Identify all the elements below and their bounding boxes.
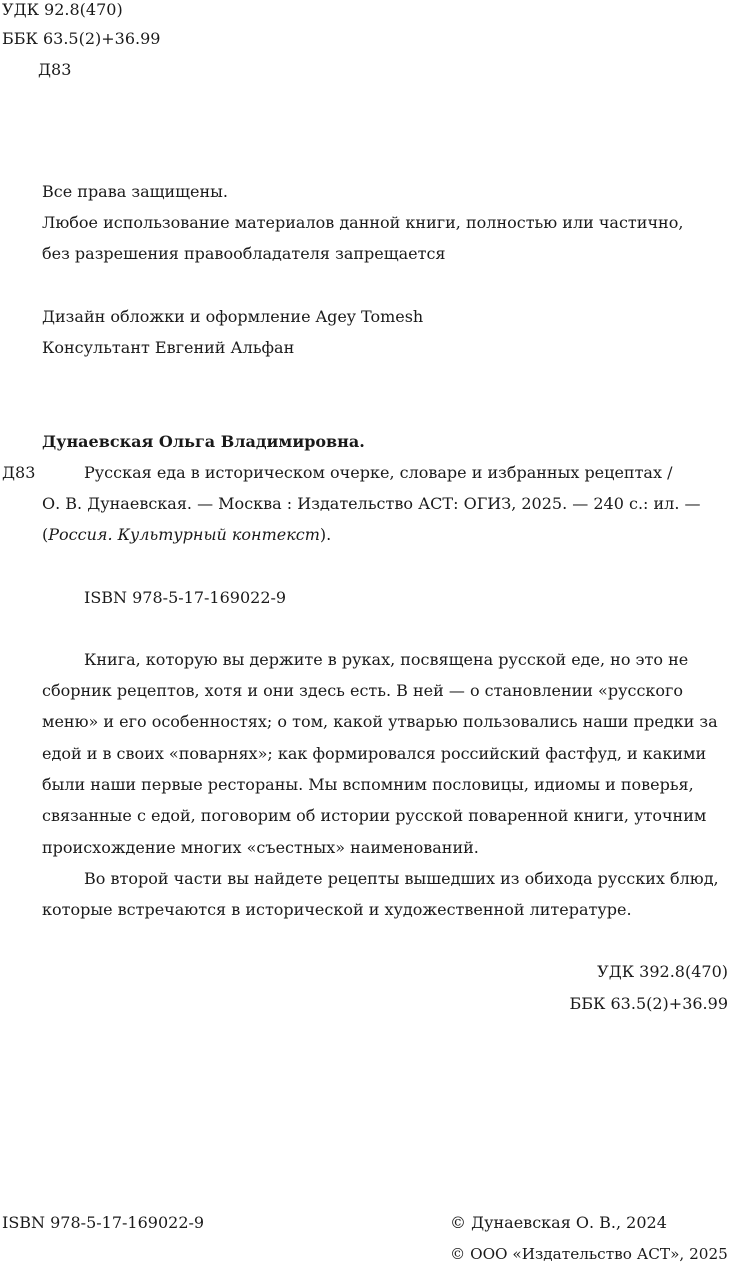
catalog-title-line-2: О. В. Дунаевская. — Москва : Издательство АСТ: ОГИЗ, 2025. — 240 с.: ил. — [42,494,701,513]
udk-classification: УДК 392.8(470) [597,962,728,981]
annotation-p1-line-3: меню» и его особенностях; о том, какой утварью пользовались наши предки за [42,712,718,731]
annotation-p1-line-4: едой и в своих «поварнях»; как формировался российский фастфуд, и какими [42,744,707,763]
series-close: ). [319,525,332,544]
annotation-p1-line-2: сборник рецептов, хотя и они здесь есть. В ней — о становлении «русского [42,681,684,700]
consultant-credit: Консультант Евгений Альфан [42,338,295,357]
annotation-p1-line-6: связанные с едой, поговорим об истории русской поваренной книги, уточним [42,806,707,825]
catalog-isbn: ISBN 978-5-17-169022-9 [84,588,287,607]
series-name: Россия. Культурный контекст [48,525,320,544]
catalog-mark: Д83 [2,463,36,482]
udk-header: УДК 92.8(470) [2,0,123,19]
rights-line-1: Все права защищены. [42,182,228,201]
rights-line-3: без разрешения правообладателя запрещается [42,244,446,263]
rights-line-2: Любое использование материалов данной книги, полностью или частично, [42,213,684,232]
catalog-title-line-1: Русская еда в историческом очерке, словаре и избранных рецептах / [84,463,673,482]
author-mark-header: Д83 [38,60,72,79]
bbk-classification: ББК 63.5(2)+36.99 [569,994,728,1013]
design-credit: Дизайн обложки и оформление Agey Tomesh [42,307,424,326]
copyright-publisher: © ООО «Издательство АСТ», 2025 [450,1245,728,1263]
bbk-header: ББК 63.5(2)+36.99 [2,29,161,48]
footer-isbn: ISBN 978-5-17-169022-9 [2,1213,205,1232]
catalog-series [42,525,331,545]
annotation-p1-line-5: были наши первые рестораны. Мы вспомним пословицы, идиомы и поверья, [42,775,694,794]
annotation-p2-line-1: Во второй части вы найдете рецепты вышедших из обихода русских блюд, [84,869,719,888]
annotation-p1-line-7: происхождение многих «съестных» наименований. [42,838,479,857]
catalog-author: Дунаевская Ольга Владимировна. [42,432,365,451]
copyright-author: © Дунаевская О. В., 2024 [450,1213,667,1232]
annotation-p2-line-2: которые встречаются в исторической и художественной литературе. [42,900,632,919]
annotation-p1-line-1: Книга, которую вы держите в руках, посвящена русской еде, но это не [84,650,689,669]
series-open: ( [42,525,49,544]
